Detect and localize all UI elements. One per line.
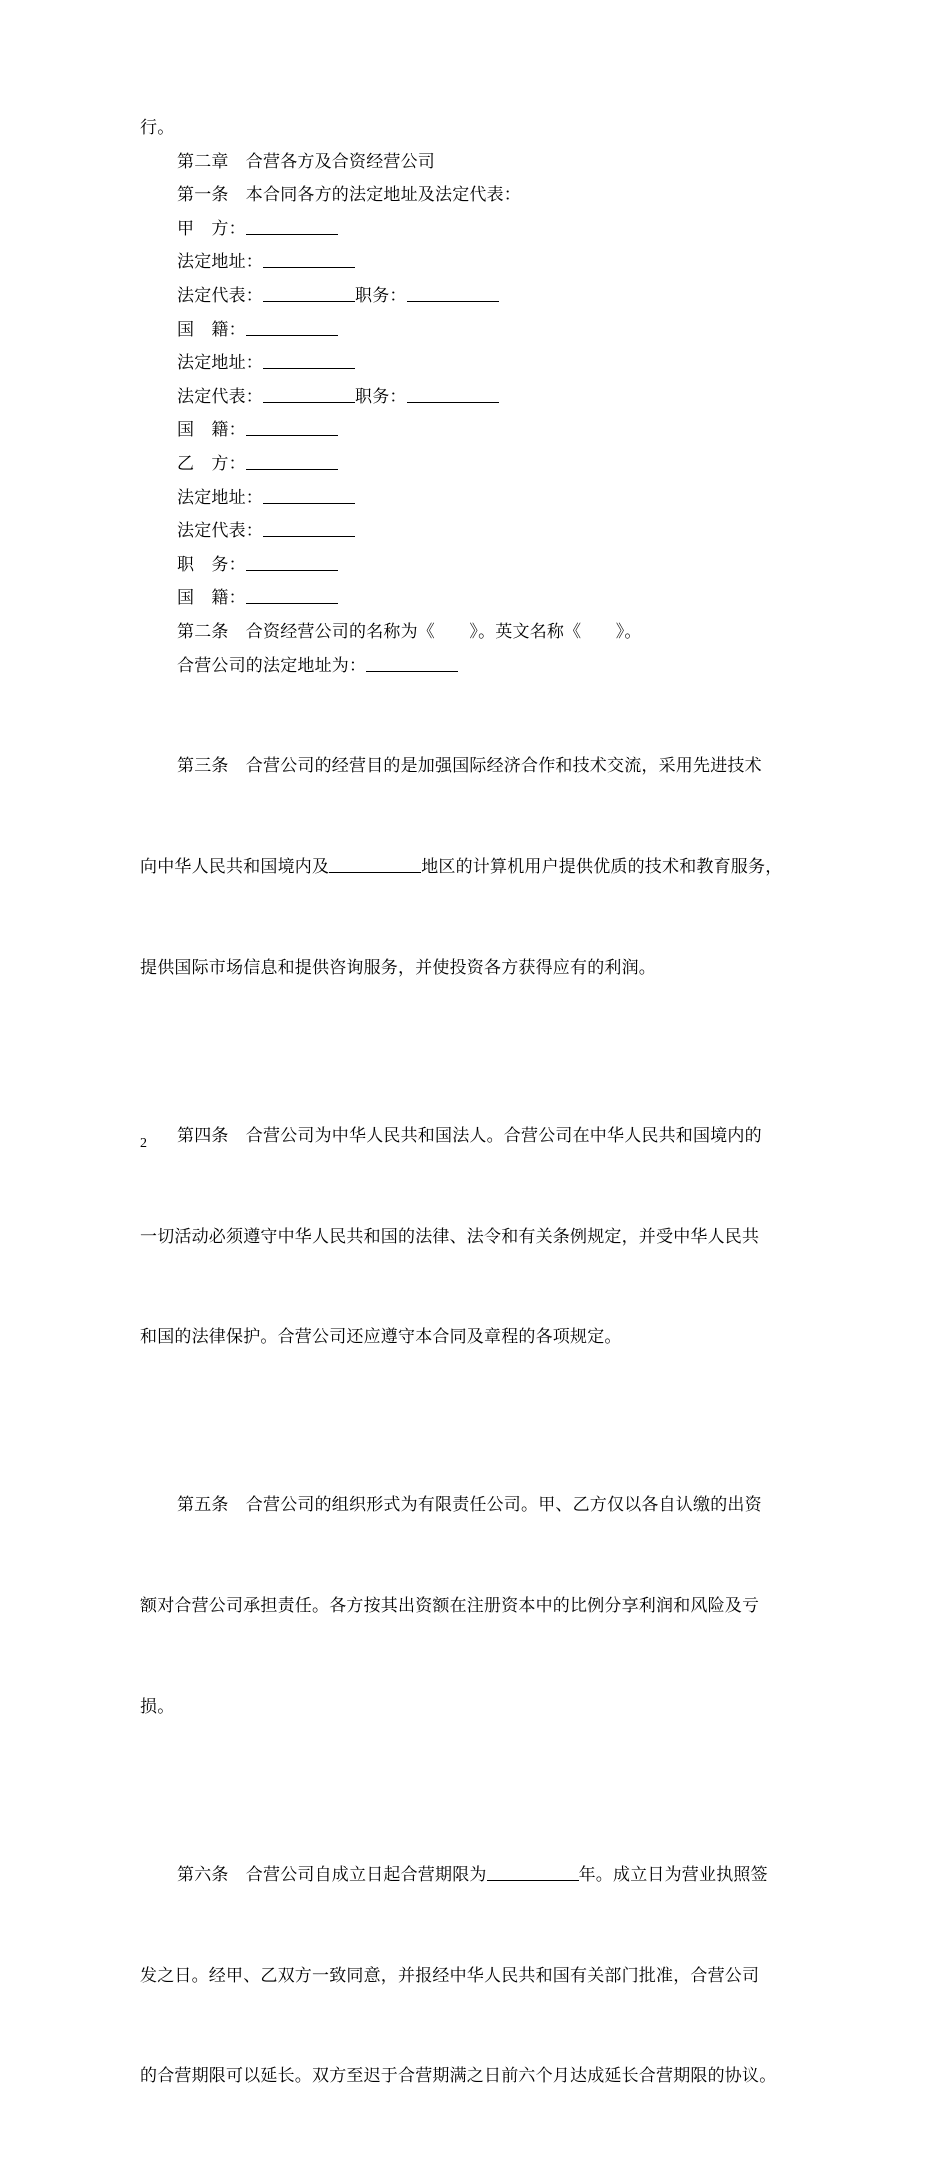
document-body <box>140 112 820 2161</box>
blank-field[interactable] <box>407 286 499 302</box>
party-b-line: 乙 方： <box>140 448 820 482</box>
party-a-address: 法定地址： <box>140 246 820 280</box>
party-a-line: 甲 方： <box>140 213 820 247</box>
article-3: 第三条 合营公司的经营目的是加强国际经济合作和技术交流，采用先进技术 向中华人民共和国境内及 地区的计算机用户提供优质的技术和教育服务， 提供国际市场信息和提供咨询服务，并使投资各方获得应有的利润。 <box>140 756 783 978</box>
blank-field[interactable] <box>246 320 338 336</box>
party-a-nationality: 国 籍： <box>140 314 820 348</box>
article-4: 第四条 合营公司为中华人民共和国法人。合营公司在中华人民共和国境内的 一切活动必须遵守中华人民共和国的法律、法令和有关条例规定，并受中华人民共 和国的法律保护。合营公司还应遵守本合同及章程的各项规定。 <box>140 1125 762 1348</box>
page-number: 2 <box>140 1136 147 1151</box>
blank-field[interactable] <box>263 252 355 268</box>
article-2: 第二条 合资经营公司的名称为《 》。英文名称《 》。 <box>177 621 642 642</box>
blank-field[interactable] <box>246 454 338 470</box>
party-b-address: 法定地址： <box>140 482 820 516</box>
party-a-address-2: 法定地址： <box>140 347 820 381</box>
blank-field[interactable] <box>246 420 338 436</box>
blank-field[interactable] <box>246 219 338 235</box>
blank-field[interactable] <box>407 387 499 403</box>
party-a-nationality-2: 国 籍： <box>140 414 820 448</box>
chapter-heading: 第二章 合营各方及合资经营公司 <box>177 151 435 172</box>
article-1-intro: 第一条 本合同各方的法定地址及法定代表： <box>177 185 521 206</box>
party-a-representative: 法定代表： 职务： <box>140 280 820 314</box>
blank-field[interactable] <box>487 1865 579 1881</box>
party-b-position: 职 务： <box>140 549 820 583</box>
company-address: 合营公司的法定地址为： <box>140 650 820 684</box>
blank-field[interactable] <box>263 286 355 302</box>
article-6: 第六条 合营公司自成立日起合营期限为 年。成立日为营业执照签 发之日。经甲、乙双方一致同意，并报经中华人民共和国有关部门批准，合营公司 的合营期限可以延长。双方至迟于合营期满之日前六个月达成延长合营期限的协议。 <box>140 1864 777 2087</box>
blank-field[interactable] <box>263 488 355 504</box>
blank-field[interactable] <box>366 656 458 672</box>
blank-field[interactable] <box>263 387 355 403</box>
blank-field[interactable] <box>329 857 421 873</box>
party-a-representative-2: 法定代表： 职务： <box>140 381 820 415</box>
blank-field[interactable] <box>263 353 355 369</box>
article-5: 第五条 合营公司的组织形式为有限责任公司。甲、乙方仅以各自认缴的出资 额对合营公司承担责任。各方按其出资额在注册资本中的比例分享利润和风险及亏 损。 <box>140 1495 762 1717</box>
blank-field[interactable] <box>263 521 355 537</box>
continuation-line: 行。 <box>140 118 175 138</box>
blank-field[interactable] <box>246 588 338 604</box>
blank-field[interactable] <box>246 555 338 571</box>
party-b-representative: 法定代表： <box>140 515 820 549</box>
party-b-nationality: 国 籍： <box>140 582 820 616</box>
